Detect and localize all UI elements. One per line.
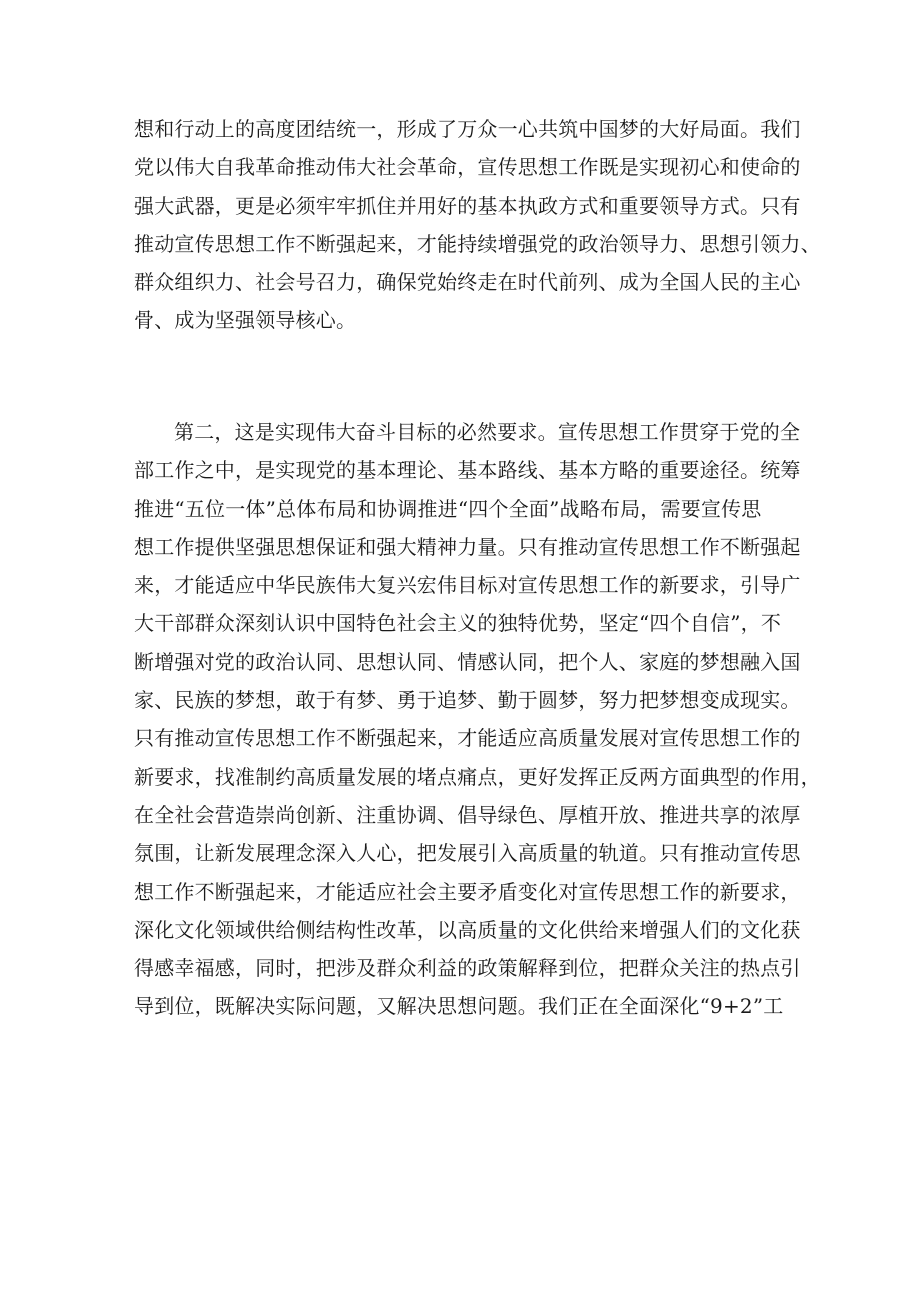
text-line: 氛围，让新发展理念深入人心，把发展引入高质量的轨道。只有推动宣传思 bbox=[134, 841, 801, 866]
text-line: 推动宣传思想工作不断强起来，才能持续增强党的政治领导力、思想引领力、 bbox=[134, 231, 821, 256]
paragraph-continuation bbox=[134, 110, 821, 340]
text-line: 部工作之中，是实现党的基本理论、基本路线、基本方略的重要途径。统筹 bbox=[134, 458, 801, 483]
text-line: 骨、成为坚强领导核心。 bbox=[134, 308, 357, 333]
text-line: 导到位，既解决实际问题，又解决思想问题。我们正在全面深化“9+2”工 bbox=[134, 994, 784, 1019]
text-line: 想工作不断强起来，才能适应社会主要矛盾变化对宣传思想工作的新要求， bbox=[134, 879, 801, 904]
text-line: 新要求，找准制约高质量发展的堵点痛点，更好发挥正反两方面典型的作用， bbox=[134, 764, 821, 789]
text-line: 深化文化领域供给侧结构性改革，以高质量的文化供给来增强人们的文化获 bbox=[134, 917, 801, 942]
text-line: 强大武器，更是必须牢牢抓住并用好的基本执政方式和重要领导方式。只有 bbox=[134, 193, 801, 218]
text-line: 大干部群众深刻认识中国特色社会主义的独特优势，坚定“四个自信”，不 bbox=[134, 611, 782, 636]
text-line: 家、民族的梦想，敢于有梦、勇于追梦、勤于圆梦，努力把梦想变成现实。 bbox=[134, 688, 801, 713]
text-line: 第二，这是实现伟大奋斗目标的必然要求。宣传思想工作贯穿于党的全 bbox=[174, 420, 801, 444]
text-line: 在全社会营造崇尚创新、注重协调、倡导绿色、厚植开放、推进共享的浓厚 bbox=[134, 802, 801, 827]
text-line: 推进“五位一体”总体布局和协调推进“四个全面”战略布局，需要宣传思 bbox=[134, 496, 762, 521]
text-line: 想工作提供坚强思想保证和强大精神力量。只有推动宣传思想工作不断强起 bbox=[134, 534, 801, 559]
text-line: 只有推动宣传思想工作不断强起来，才能适应高质量发展对宣传思想工作的 bbox=[134, 726, 801, 751]
text-line: 群众组织力、社会号召力，确保党始终走在时代前列、成为全国人民的主心 bbox=[134, 270, 801, 295]
text-line: 断增强对党的政治认同、思想认同、情感认同，把个人、家庭的梦想融入国 bbox=[134, 649, 801, 674]
text-line: 得感幸福感，同时，把涉及群众利益的政策解释到位，把群众关注的热点引 bbox=[134, 956, 801, 981]
paragraph-second-point bbox=[134, 413, 821, 1026]
text-line: 想和行动上的高度团结统一，形成了万众一心共筑中国梦的大好局面。我们 bbox=[134, 117, 801, 141]
text-line: 党以伟大自我革命推动伟大社会革命，宣传思想工作既是实现初心和使命的 bbox=[134, 155, 801, 180]
text-line: 来，才能适应中华民族伟大复兴宏伟目标对宣传思想工作的新要求，引导广 bbox=[134, 573, 801, 598]
